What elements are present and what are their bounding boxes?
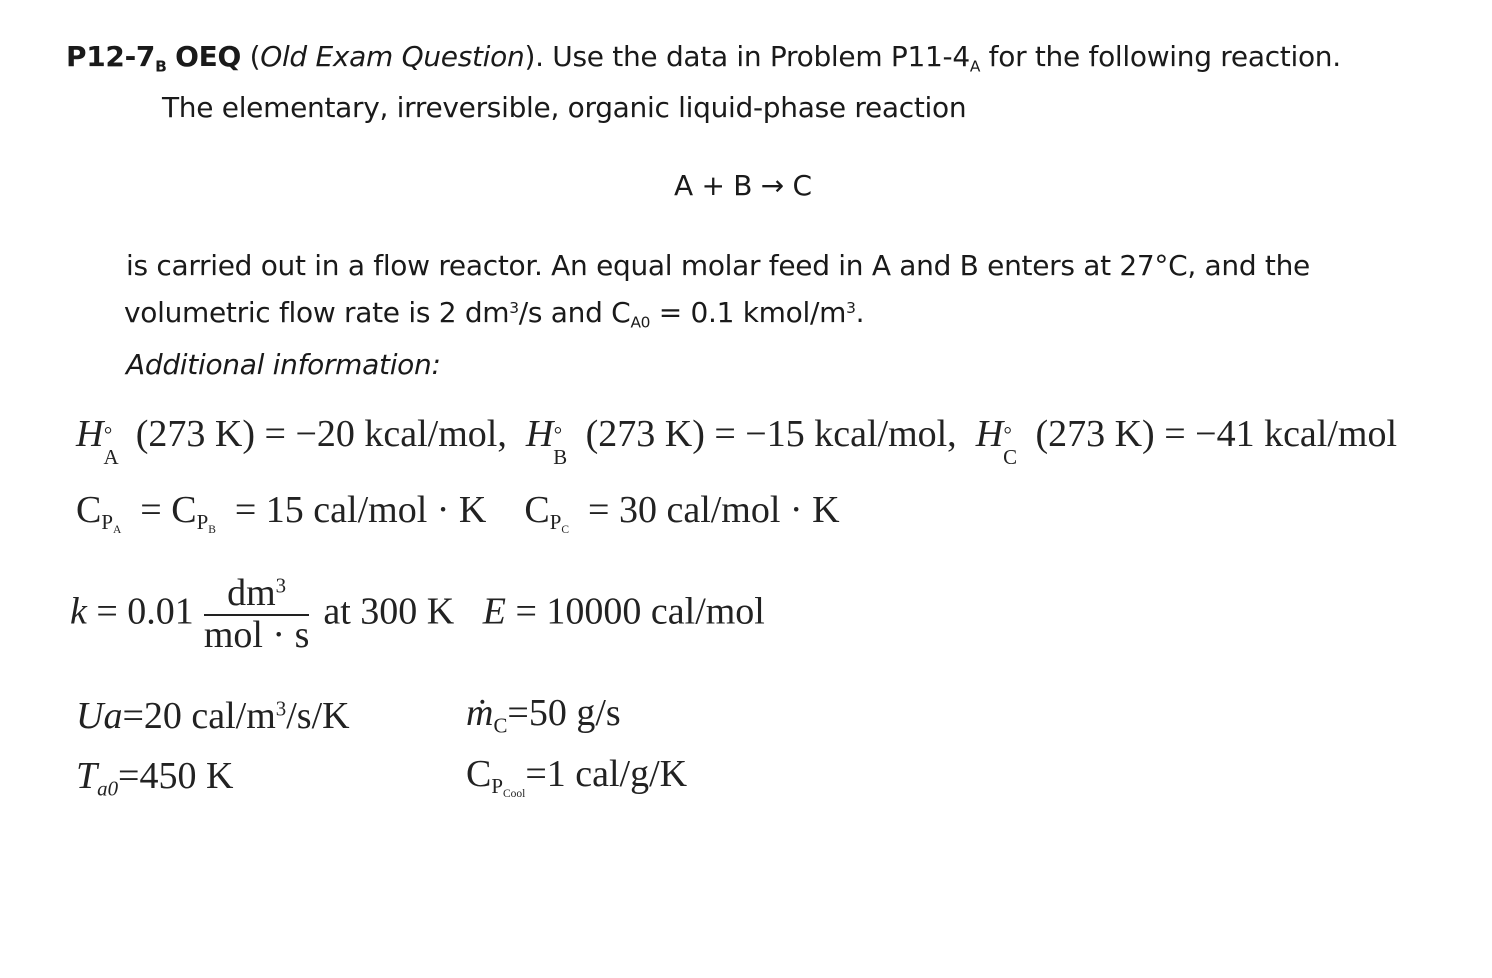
problem-heading: $P12-7_B$ OEQ (Old Exam Question). Use the data in Problem $P11-4_A$ for the following reaction.: [66, 40, 1341, 76]
problem-id: $P12-7_B$: [66, 40, 167, 76]
problem-line-2: The elementary, irreversible, organic liquid-phase reaction: [162, 91, 967, 124]
rate-constant-data: k = 0.01 $\frac{dm^3}{\text{mol · s}}$ at 300 K E = 10000 cal/mol: [70, 572, 765, 656]
problem-paragraph-2: volumetric flow rate is 2 $dm^3/s$ and $C_{A0} = 0.1$ kmol/$m^3$.: [124, 296, 865, 332]
coolant-flow-data: $ṁ_C=50$ g/s: [466, 692, 621, 738]
additional-info-label: Additional information:: [126, 348, 441, 381]
coolant-cp-data: $C_{P_{Cool}}=1$ cal/g/K: [466, 753, 688, 801]
ta0-data: $T_{a0}=450$ K: [76, 755, 234, 801]
enthalpy-a: H ° A (273 K) = −20 kcal/mol,: [76, 413, 507, 470]
enthalpy-b: H ° B (273 K) = −15 kcal/mol,: [525, 413, 957, 470]
reaction-equation: A + B → C: [674, 169, 812, 202]
ua-data: Ua=20 cal/$m^3/s/K$: [76, 695, 350, 737]
problem-paragraph-1: is carried out in a flow reactor. An equal molar feed in A and B enters at 27°C, and the: [126, 249, 1310, 282]
problem-tag-note: Old Exam Question: [260, 40, 525, 73]
rate-constant-units: $\frac{dm^3}{\text{mol · s}}$: [203, 572, 310, 656]
problem-tag: OEQ: [175, 40, 241, 73]
enthalpy-data: [76, 412, 1398, 470]
enthalpy-c: H ° C (273 K) = −41 kcal/mol: [975, 413, 1398, 470]
heat-capacity-data: $C_{P_A} = C_{P_B} = 15$ cal/mol · K $C_{P_C} = 30$ cal/mol · K: [76, 489, 840, 537]
